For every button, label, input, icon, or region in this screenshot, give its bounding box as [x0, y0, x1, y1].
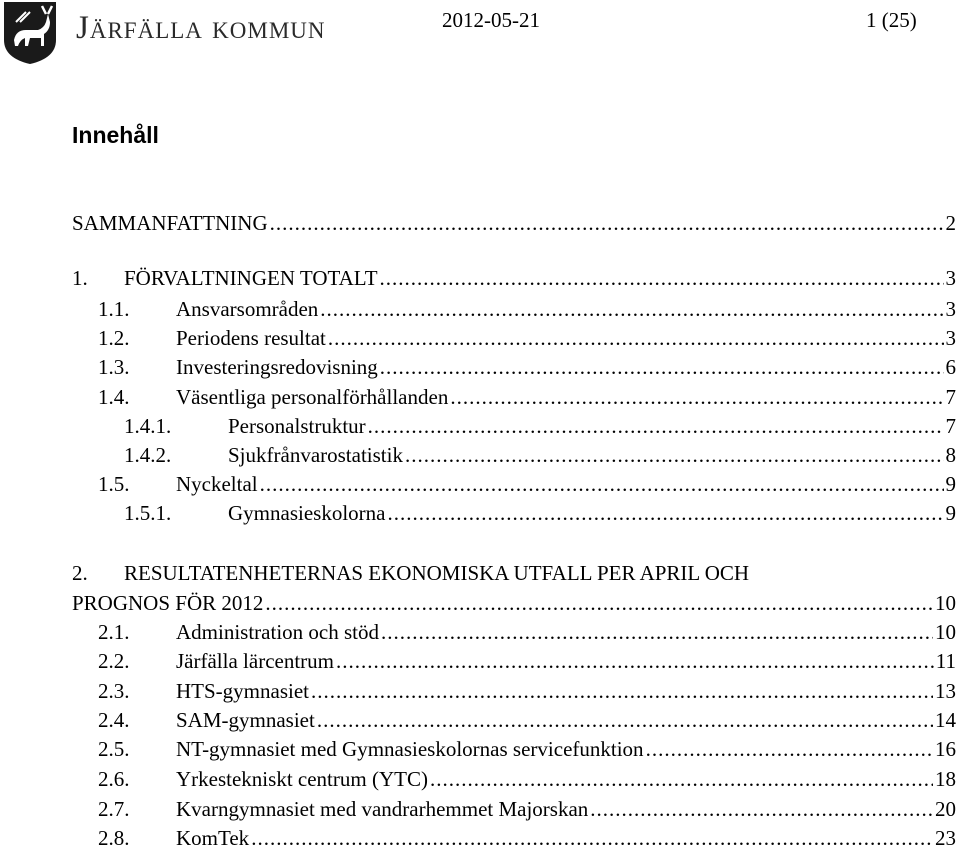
toc-entry-title: Yrkestekniskt centrum (YTC)	[176, 767, 428, 791]
toc-entry[interactable]	[98, 796, 956, 822]
dot-leader	[405, 442, 944, 468]
toc-entry-title: SAMMANFATTNING	[72, 211, 268, 235]
toc-entry[interactable]	[98, 766, 956, 792]
dot-leader	[270, 210, 944, 236]
dot-leader	[317, 707, 933, 733]
toc-entry-number: 2.6.	[98, 767, 130, 791]
toc-entry[interactable]	[98, 648, 956, 674]
dot-leader	[381, 619, 933, 645]
dot-leader	[380, 265, 944, 291]
toc-entry-title: Administration och stöd	[176, 620, 379, 644]
dot-leader	[646, 736, 933, 762]
toc-entry-page: 3	[945, 266, 956, 290]
toc-entry-page: 11	[935, 649, 956, 673]
toc-entry-title: Väsentliga personalförhållanden	[176, 385, 449, 409]
toc-entry-title: Investeringsredovisning	[176, 355, 378, 379]
toc-entry-title: Sjukfrånvarostatistik	[228, 443, 403, 467]
dot-leader	[387, 500, 943, 526]
toc-entry-title: HTS-gymnasiet	[176, 679, 309, 703]
toc-entry-page: 9	[945, 501, 956, 525]
toc-entry-title: Periodens resultat	[176, 326, 326, 350]
dot-leader	[311, 678, 933, 704]
toc-entry[interactable]	[98, 296, 956, 322]
dot-leader	[328, 325, 944, 351]
toc-entry-title-continuation: PROGNOS FÖR 2012	[72, 591, 264, 615]
toc-entry-title: Gymnasieskolorna	[228, 501, 386, 525]
toc-entry[interactable]	[72, 560, 749, 586]
toc-entry-title: Ansvarsområden	[176, 297, 319, 321]
toc-entry-title: Järfälla lärcentrum	[176, 649, 334, 673]
toc-entry[interactable]	[98, 325, 956, 351]
toc-entry-page: 9	[945, 472, 956, 496]
toc-entry[interactable]	[98, 707, 956, 733]
toc-entry-title: KomTek	[176, 826, 250, 850]
toc-entry[interactable]	[98, 736, 956, 762]
toc-entry-number: 2.5.	[98, 737, 130, 761]
dot-leader	[336, 648, 934, 674]
toc-entry[interactable]	[98, 678, 956, 704]
dot-leader	[320, 296, 943, 322]
toc-entry-title: NT-gymnasiet med Gymnasieskolornas servicefunktion	[176, 737, 644, 761]
dot-leader	[450, 384, 943, 410]
toc-entry-title: Personalstruktur	[228, 414, 366, 438]
toc-entry-page: 13	[935, 679, 956, 703]
toc-entry-number: 2.2.	[98, 649, 130, 673]
toc-entry-page: 23	[935, 826, 956, 850]
toc-entry[interactable]	[98, 354, 956, 380]
toc-entry-number: 1.5.1.	[124, 501, 172, 525]
toc-entry[interactable]	[98, 825, 956, 851]
toc-entry-page: 10	[935, 620, 956, 644]
toc-entry[interactable]	[124, 442, 956, 468]
toc-entry-number: 1.4.2.	[124, 443, 172, 467]
toc-entry-number: 1.4.	[98, 385, 130, 409]
toc-entry[interactable]	[98, 471, 956, 497]
toc-entry-page: 10	[935, 591, 956, 615]
toc-entry-number: 1.5.	[98, 472, 130, 496]
toc-entry-number: 2.8.	[98, 826, 130, 850]
toc-entry-page: 2	[945, 211, 956, 235]
toc-entry[interactable]	[124, 413, 956, 439]
toc-entry-page: 16	[935, 737, 956, 761]
document-date: 2012-05-21	[442, 8, 540, 32]
toc-entry-number: 1.	[72, 266, 88, 290]
toc-entry-continuation[interactable]	[72, 590, 956, 616]
dot-leader	[368, 413, 944, 439]
dot-leader	[380, 354, 944, 380]
toc-entry-number: 2.4.	[98, 708, 130, 732]
municipality-logo	[0, 0, 60, 71]
toc-entry-title: RESULTATENHETERNAS EKONOMISKA UTFALL PER APRIL OCH	[124, 561, 750, 585]
toc-entry-title: Nyckeltal	[176, 472, 258, 496]
toc-entry-page: 3	[945, 326, 956, 350]
dot-leader	[430, 766, 933, 792]
page-indicator: 1 (25)	[866, 8, 917, 32]
toc-entry-title: FÖRVALTNINGEN TOTALT	[124, 266, 378, 290]
toc-entry[interactable]	[72, 210, 956, 236]
toc-entry-number: 2.3.	[98, 679, 130, 703]
toc-entry[interactable]	[72, 265, 956, 291]
toc-entry-page: 14	[935, 708, 956, 732]
organization-name: Järfälla kommun	[76, 10, 326, 46]
toc-entry-number: 1.2.	[98, 326, 130, 350]
toc-entry-number: 1.3.	[98, 355, 130, 379]
toc-entry-title: Kvarngymnasiet med vandrarhemmet Majorskan	[176, 797, 589, 821]
toc-entry-number: 2.7.	[98, 797, 130, 821]
toc-entry[interactable]	[124, 500, 956, 526]
toc-entry-page: 7	[945, 385, 956, 409]
dot-leader	[260, 471, 944, 497]
dot-leader	[251, 825, 933, 851]
toc-entry-page: 18	[935, 767, 956, 791]
toc-entry[interactable]	[98, 384, 956, 410]
toc-entry-page: 20	[935, 797, 956, 821]
dot-leader	[265, 590, 933, 616]
toc-heading: Innehåll	[72, 122, 159, 148]
toc-entry-page: 7	[945, 414, 956, 438]
toc-entry[interactable]	[98, 619, 956, 645]
toc-entry-page: 6	[945, 355, 956, 379]
dot-leader	[590, 796, 933, 822]
toc-entry-number: 2.1.	[98, 620, 130, 644]
toc-entry-page: 8	[945, 443, 956, 467]
toc-entry-number: 1.4.1.	[124, 414, 172, 438]
toc-entry-number: 1.1.	[98, 297, 130, 321]
toc-entry-page: 3	[945, 297, 956, 321]
toc-entry-number: 2.	[72, 561, 88, 585]
toc-entry-title: SAM-gymnasiet	[176, 708, 315, 732]
